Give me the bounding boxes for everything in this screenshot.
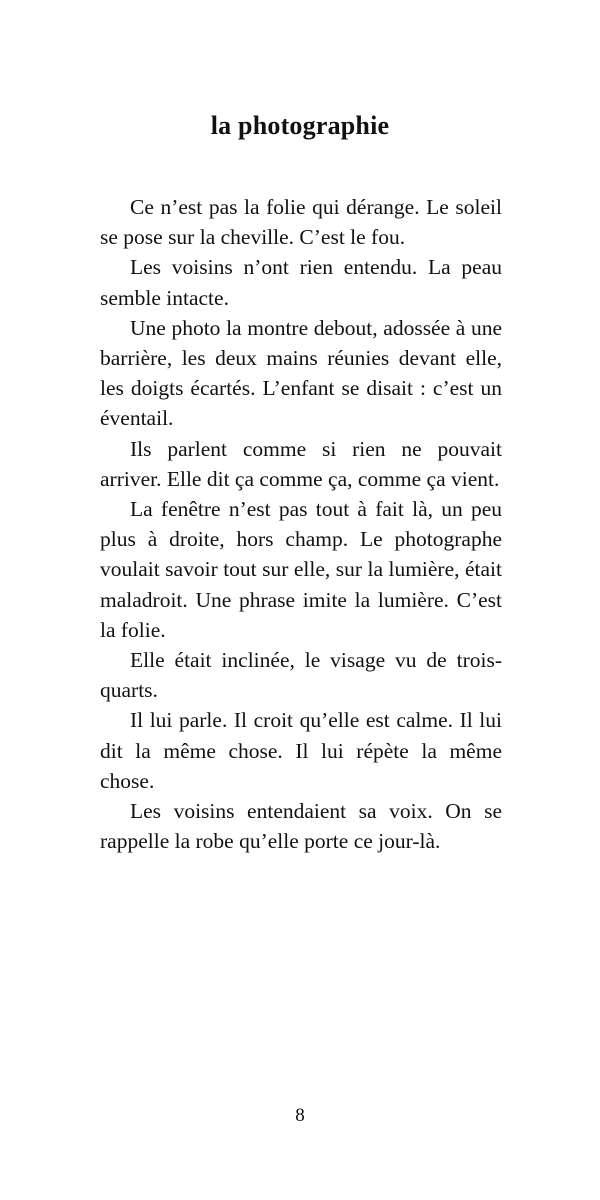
paragraph: Ils parlent comme si rien ne pouvait arriver. Elle dit ça comme ça, comme ça vient. [100, 436, 502, 491]
paragraph: Une photo la montre debout, adossée à une barrière, les deux mains réunies devant elle, les doigts écartés. L’enfant se disait : c’est un éventail. [100, 315, 502, 431]
paragraph: La fenêtre n’est pas tout à fait là, un peu plus à droite, hors champ. Le photographe voulait savoir tout sur elle, sur la lumière, était maladroit. Une phrase imite la lumière. C’est la folie. [100, 497, 502, 642]
paragraph: Il lui parle. Il croit qu’elle est calme. Il lui dit la même chose. Il lui répète la même chose. [100, 708, 502, 793]
body-text [100, 192, 502, 856]
paragraph: Les voisins n’ont rien entendu. La peau semble intacte. [100, 255, 502, 310]
paragraph: Elle était inclinée, le visage vu de trois-quarts. [100, 648, 502, 703]
page-number: 8 [295, 1105, 305, 1126]
paragraph: Les voisins entendaient sa voix. On se rappelle la robe qu’elle porte ce jour-là. [100, 799, 502, 854]
chapter-title: la photographie [210, 111, 390, 140]
paragraph: Ce n’est pas la folie qui dérange. Le soleil se pose sur la cheville. C’est le fou. [100, 195, 502, 250]
